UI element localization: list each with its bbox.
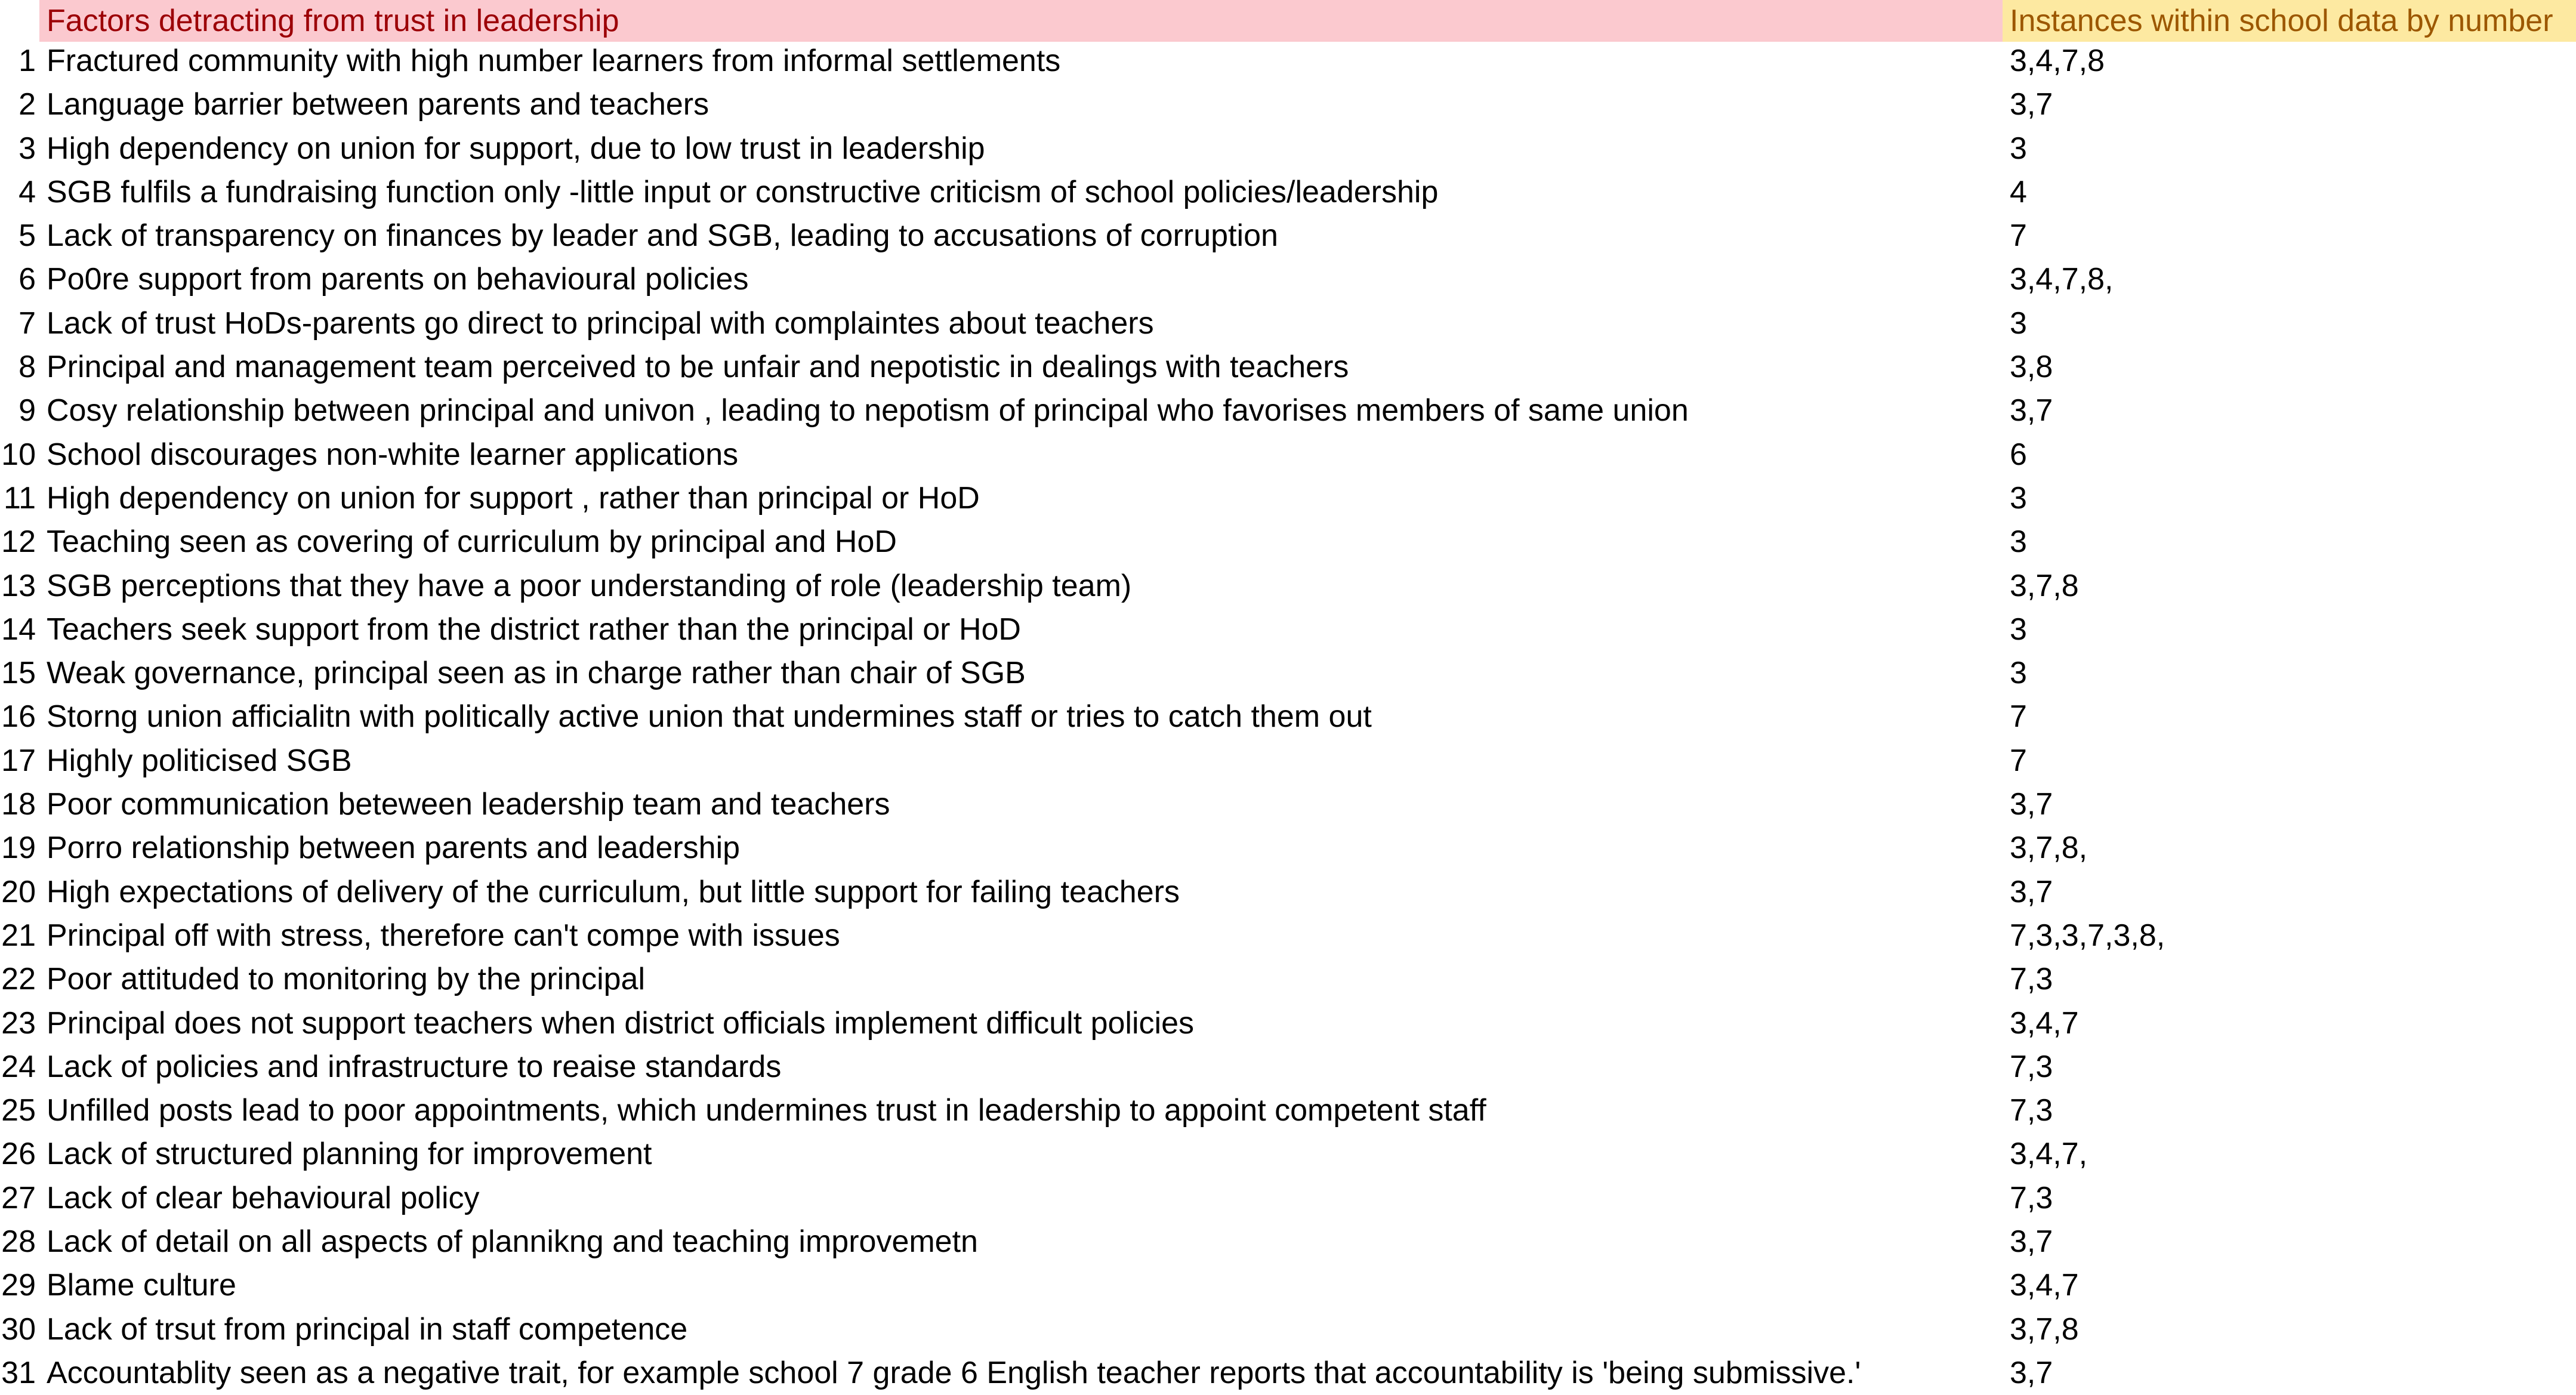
table-row (0, 652, 2576, 695)
instances-cell[interactable]: 3,4,7,8 (2010, 44, 2105, 78)
instances-header-cell[interactable]: Instances within school data by number (2003, 0, 2576, 42)
row-number-cell[interactable]: 5 (18, 218, 36, 254)
instances-cell[interactable]: 7,3 (2010, 1093, 2053, 1128)
factor-cell[interactable]: Weak governance, principal seen as in charge rather than chair of SGB (47, 656, 1026, 691)
factor-cell[interactable]: High expectations of delivery of the curriculum, but little support for failing teachers (47, 874, 1180, 909)
instances-cell[interactable]: 3 (2010, 524, 2027, 560)
table-row (0, 1220, 2576, 1264)
row-number-cell[interactable]: 4 (18, 174, 36, 209)
table-row (0, 477, 2576, 520)
factor-cell[interactable]: Porro relationship between parents and leadership (47, 831, 741, 866)
row-number-cell[interactable]: 9 (18, 393, 36, 428)
table-row (0, 433, 2576, 477)
instances-cell[interactable]: 3 (2010, 131, 2027, 166)
factor-cell[interactable]: Language barrier between parents and teachers (47, 87, 709, 122)
row-number-cell[interactable]: 1 (18, 44, 36, 78)
table-row (0, 214, 2576, 258)
row-number-cell[interactable]: 18 (1, 787, 36, 822)
factor-cell[interactable]: Highly politicised SGB (47, 743, 352, 778)
factor-cell[interactable]: Fractured community with high number learners from informal settlements (47, 44, 1061, 78)
factors-header-cell[interactable]: Factors detracting from trust in leadership (39, 0, 2003, 42)
table-row (0, 520, 2576, 564)
factor-cell[interactable]: Po0re support from parents on behavioural policies (47, 262, 749, 297)
table-row (0, 389, 2576, 433)
table-row (0, 958, 2576, 1001)
instances-cell[interactable]: 7,3 (2010, 962, 2053, 997)
instances-cell[interactable]: 3,4,7 (2010, 1005, 2079, 1041)
instances-cell[interactable]: 3 (2010, 305, 2027, 341)
factor-cell[interactable]: Poor attituded to monitoring by the principal (47, 962, 646, 997)
factor-cell[interactable]: Storng union afficialitn with politically active union that undermines staff or tries to catch them out (47, 699, 1372, 734)
instances-cell[interactable]: 3,4,7 (2010, 1268, 2079, 1303)
table-row (0, 1264, 2576, 1307)
table-row (0, 826, 2576, 870)
table-row (0, 83, 2576, 126)
instances-cell[interactable]: 7 (2010, 699, 2027, 734)
row-number-cell[interactable]: 23 (1, 1005, 36, 1041)
row-number-cell[interactable]: 20 (1, 874, 36, 909)
factor-cell[interactable]: Unfilled posts lead to poor appointments, which undermines trust in leadership to appoint competent staff (47, 1093, 1486, 1128)
row-number-cell[interactable]: 15 (1, 656, 36, 691)
factor-cell[interactable]: Cosy relationship between principal and univon , leading to nepotism of principal who favorises members of same union (47, 393, 1689, 428)
row-number-cell[interactable]: 11 (4, 480, 36, 516)
table-row (0, 258, 2576, 301)
table-row (0, 1351, 2576, 1395)
row-number-cell[interactable]: 22 (1, 962, 36, 997)
table-row (0, 1089, 2576, 1132)
table-row (0, 345, 2576, 389)
instances-cell[interactable]: 7,3,3,7,3,8, (2010, 918, 2165, 953)
instances-cell[interactable]: 3,8 (2010, 350, 2053, 385)
instances-cell[interactable]: 7,3 (2010, 1180, 2053, 1215)
factor-cell[interactable]: Teaching seen as covering of curriculum by principal and HoD (47, 524, 897, 560)
table-row (0, 1132, 2576, 1176)
factor-cell[interactable]: High dependency on union for support , rather than principal or HoD (47, 480, 980, 516)
table-row (0, 1308, 2576, 1351)
factor-cell[interactable]: Principal does not support teachers when district officials implement difficult policies (47, 1005, 1195, 1041)
table-row (0, 914, 2576, 958)
table-row (0, 695, 2576, 739)
instances-cell[interactable]: 3,7 (2010, 1224, 2053, 1260)
factor-cell[interactable]: Lack of policies and infrastructure to reaise standards (47, 1049, 782, 1084)
row-number-cell[interactable]: 12 (1, 524, 36, 560)
factor-cell[interactable]: Accountablity seen as a negative trait, for example school 7 grade 6 English teacher reports that accountability is 'being submissive.' (47, 1355, 1861, 1390)
row-number-cell[interactable]: 25 (1, 1093, 36, 1128)
row-number-cell[interactable]: 14 (1, 612, 36, 647)
row-number-cell[interactable]: 7 (18, 305, 36, 341)
factor-cell[interactable]: SGB perceptions that they have a poor understanding of role (leadership team) (47, 568, 1132, 603)
factor-cell[interactable]: Lack of clear behavioural policy (47, 1180, 480, 1215)
instances-cell[interactable]: 7 (2010, 743, 2027, 778)
instances-cell[interactable]: 3,7 (2010, 787, 2053, 822)
instances-cell[interactable]: 3,7 (2010, 393, 2053, 428)
instances-cell[interactable]: 3,7,8, (2010, 831, 2088, 866)
header-row (0, 0, 2576, 42)
instances-cell[interactable]: 4 (2010, 174, 2027, 209)
table-row (0, 608, 2576, 652)
row-number-cell[interactable]: 26 (1, 1137, 36, 1172)
row-number-cell[interactable]: 28 (1, 1224, 36, 1260)
row-number-cell[interactable]: 29 (1, 1268, 36, 1303)
factor-cell[interactable]: Lack of trust HoDs-parents go direct to principal with complaintes about teachers (47, 305, 1154, 341)
factor-cell[interactable]: Lack of transparency on finances by leader and SGB, leading to accusations of corruption (47, 218, 1278, 254)
table-row (0, 127, 2576, 171)
table-row (0, 739, 2576, 783)
row-number-cell[interactable]: 21 (1, 918, 36, 953)
row-number-cell[interactable]: 16 (1, 699, 36, 734)
instances-cell[interactable]: 3 (2010, 656, 2027, 691)
row-number-cell[interactable]: 13 (1, 568, 36, 603)
factor-cell[interactable]: Principal off with stress, therefore can't compe with issues (47, 918, 840, 953)
row-number-cell[interactable]: 30 (1, 1311, 36, 1347)
factor-cell[interactable]: High dependency on union for support, due to low trust in leadership (47, 131, 985, 166)
table-body (0, 39, 2576, 1395)
table-row (0, 1002, 2576, 1045)
row-number-cell[interactable]: 2 (18, 87, 36, 122)
factor-cell[interactable]: Teachers seek support from the district rather than the principal or HoD (47, 612, 1021, 647)
row-number-cell[interactable]: 8 (18, 350, 36, 385)
table-row (0, 1045, 2576, 1089)
table-row (0, 564, 2576, 608)
row-number-cell[interactable]: 31 (1, 1355, 36, 1390)
table-row (0, 302, 2576, 345)
instances-cell[interactable]: 3,7 (2010, 874, 2053, 909)
factor-cell[interactable]: Lack of trsut from principal in staff competence (47, 1311, 688, 1347)
instances-cell[interactable]: 3,7,8 (2010, 1311, 2079, 1347)
instances-cell[interactable]: 6 (2010, 437, 2027, 472)
row-number-cell[interactable]: 10 (1, 437, 36, 472)
instances-cell[interactable]: 3,7 (2010, 87, 2053, 122)
factor-cell[interactable]: Poor communication beteween leadership team and teachers (47, 787, 890, 822)
row-number-cell[interactable]: 27 (1, 1180, 36, 1215)
factor-cell[interactable]: Principal and management team perceived to be unfair and nepotistic in dealings with teachers (47, 350, 1349, 385)
row-number-cell[interactable]: 19 (1, 831, 36, 866)
table-row (0, 171, 2576, 214)
instances-cell[interactable]: 3,4,7, (2010, 1137, 2088, 1172)
table-row (0, 1177, 2576, 1220)
table-row (0, 783, 2576, 826)
table-row (0, 39, 2576, 83)
factor-cell[interactable]: SGB fulfils a fundraising function only -little input or constructive criticism of school policies/leadership (47, 174, 1439, 209)
factor-cell[interactable]: Blame culture (47, 1268, 236, 1303)
instances-cell[interactable]: 3,7 (2010, 1355, 2053, 1390)
instances-cell[interactable]: 3 (2010, 480, 2027, 516)
instances-cell[interactable]: 3,4,7,8, (2010, 262, 2114, 297)
row-number-cell[interactable]: 24 (1, 1049, 36, 1084)
factor-cell[interactable]: Lack of detail on all aspects of plannikng and teaching improvemetn (47, 1224, 978, 1260)
row-number-cell[interactable]: 17 (1, 743, 36, 778)
table-row (0, 871, 2576, 914)
instances-cell[interactable]: 7,3 (2010, 1049, 2053, 1084)
row-number-cell[interactable]: 6 (18, 262, 36, 297)
instances-cell[interactable]: 7 (2010, 218, 2027, 254)
factor-cell[interactable]: Lack of structured planning for improvement (47, 1137, 652, 1172)
row-number-cell[interactable]: 3 (18, 131, 36, 166)
instances-cell[interactable]: 3,7,8 (2010, 568, 2079, 603)
instances-cell[interactable]: 3 (2010, 612, 2027, 647)
factor-cell[interactable]: School discourages non-white learner applications (47, 437, 739, 472)
